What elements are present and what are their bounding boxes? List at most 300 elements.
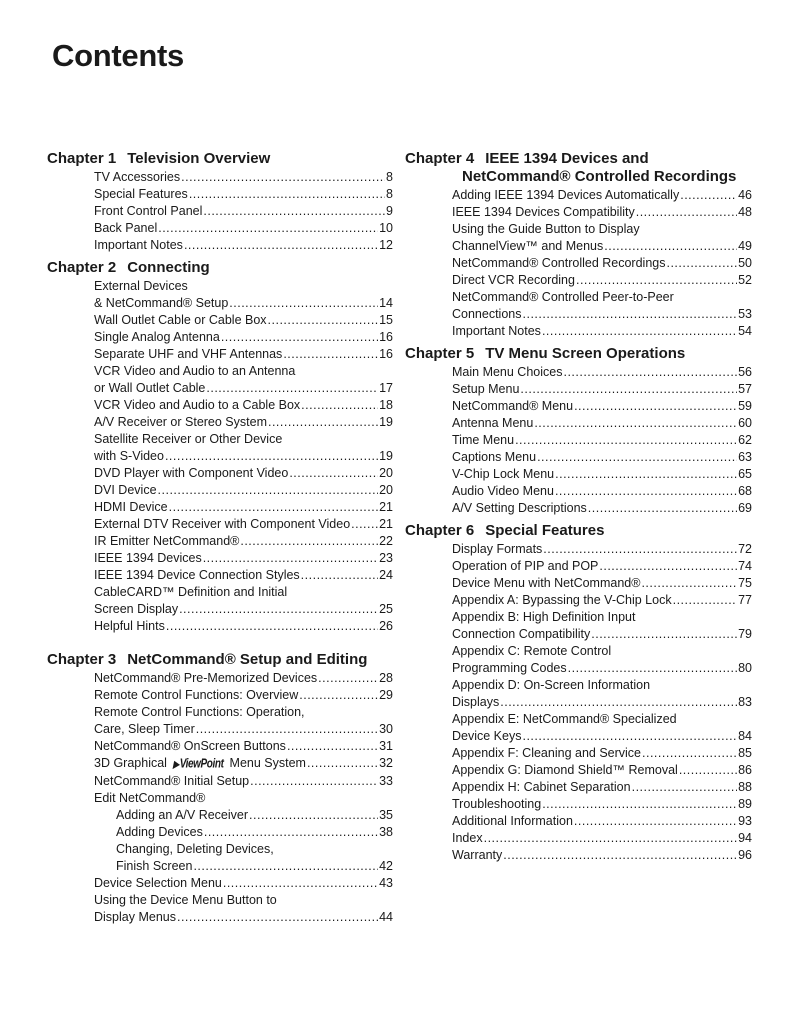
- toc-entry-line: [116, 858, 393, 875]
- toc-entry[interactable]: [452, 289, 752, 323]
- toc-entry-text: Separate UHF and VHF Antennas: [94, 347, 283, 361]
- toc-entry-line: [94, 704, 393, 721]
- chapter-heading: [47, 150, 393, 168]
- toc-entry[interactable]: [452, 558, 752, 575]
- dot-leader: [283, 346, 378, 363]
- page-number: 69: [738, 501, 752, 515]
- toc-entry-text: Appendix A: Bypassing the V-Chip Lock: [452, 593, 672, 607]
- toc-entry-text: Remote Control Functions: Operation,: [94, 705, 305, 719]
- toc-entry[interactable]: [452, 221, 752, 255]
- dot-leader: [543, 541, 737, 558]
- dot-leader: [221, 329, 378, 346]
- toc-entry-line: [94, 380, 393, 397]
- toc-entry-text: Adding an A/V Receiver: [116, 808, 249, 822]
- chapter-title: NetCommand® Setup and Editing: [127, 651, 368, 668]
- dot-leader: [204, 824, 378, 841]
- toc-entry[interactable]: [452, 415, 752, 432]
- toc-entry[interactable]: [452, 364, 752, 381]
- toc-entry-list: [47, 169, 393, 254]
- toc-entry[interactable]: [452, 432, 752, 449]
- toc-entry[interactable]: [452, 500, 752, 517]
- toc-entry[interactable]: [94, 414, 393, 431]
- toc-entry-text: TV Accessories: [94, 170, 181, 184]
- toc-entry-line: [452, 711, 752, 728]
- toc-entry-line: [94, 550, 393, 567]
- page-number: 44: [379, 910, 393, 924]
- toc-entry[interactable]: [94, 670, 393, 687]
- toc-entry[interactable]: [94, 704, 393, 738]
- toc-entry-text: Using the Guide Button to Display: [452, 222, 640, 236]
- page-number: 56: [738, 365, 752, 379]
- toc-entry-text: Finish Screen: [116, 859, 193, 873]
- chapter-4: [405, 150, 752, 340]
- toc-entry-text: with S-Video: [94, 449, 164, 463]
- toc-entry[interactable]: [452, 323, 752, 340]
- dot-leader: [563, 364, 737, 381]
- dot-leader: [206, 380, 378, 397]
- toc-entry[interactable]: [452, 449, 752, 466]
- dot-leader: [666, 255, 737, 272]
- page-number: 19: [379, 415, 393, 429]
- toc-entry-text: A/V Receiver or Stereo System: [94, 415, 267, 429]
- dot-leader: [500, 694, 737, 711]
- toc-entry-text: Helpful Hints: [94, 619, 165, 633]
- toc-entry[interactable]: [94, 186, 393, 203]
- toc-entry[interactable]: [94, 278, 393, 312]
- dot-leader: [229, 295, 378, 312]
- dot-leader: [588, 500, 737, 517]
- toc-entry[interactable]: [94, 550, 393, 567]
- page-number: 32: [379, 756, 393, 770]
- toc-entry-text: VCR Video and Audio to an Antenna: [94, 364, 296, 378]
- dot-leader: [599, 558, 737, 575]
- toc-entry-line: [452, 449, 752, 466]
- toc-entry[interactable]: [452, 677, 752, 711]
- dot-leader: [555, 483, 737, 500]
- toc-entry[interactable]: [452, 204, 752, 221]
- toc-entry-text: Warranty: [452, 848, 503, 862]
- page-number: 8: [386, 187, 393, 201]
- toc-entry[interactable]: [452, 255, 752, 272]
- toc-entry[interactable]: [94, 773, 393, 790]
- toc-entry-line: [452, 609, 752, 626]
- toc-entry-line: [94, 790, 393, 807]
- dot-leader: [166, 618, 378, 635]
- toc-entry[interactable]: [94, 397, 393, 414]
- dot-leader: [523, 306, 738, 323]
- toc-entry[interactable]: [452, 398, 752, 415]
- page-number: 85: [738, 746, 752, 760]
- chapter-number: Chapter 5: [405, 345, 475, 362]
- page-title: Contents: [52, 38, 184, 73]
- toc-entry-line: [94, 329, 393, 346]
- toc-entry-line: [94, 186, 393, 203]
- page-number: 30: [379, 722, 393, 736]
- dot-leader: [636, 204, 737, 221]
- toc-entry[interactable]: [452, 847, 752, 864]
- toc-entry[interactable]: [94, 499, 393, 516]
- dot-leader: [289, 465, 378, 482]
- toc-entry-line: [94, 773, 393, 790]
- toc-entry[interactable]: [452, 187, 752, 204]
- toc-entry-text: Special Features: [94, 187, 188, 201]
- page-number: 84: [738, 729, 752, 743]
- page-number: 26: [379, 619, 393, 633]
- dot-leader: [555, 466, 737, 483]
- toc-entry-line: [94, 533, 393, 550]
- toc-entry-text: Operation of PIP and POP: [452, 559, 599, 573]
- toc-entry[interactable]: [452, 830, 752, 847]
- page-number: 33: [379, 774, 393, 788]
- toc-entry[interactable]: [94, 329, 393, 346]
- toc-entry-line: [94, 220, 393, 237]
- toc-entry-line: [452, 694, 752, 711]
- toc-entry-text: IEEE 1394 Devices: [94, 551, 202, 565]
- toc-entry-line: [94, 567, 393, 584]
- toc-entry-text: Wall Outlet Cable or Cable Box: [94, 313, 267, 327]
- page-number: 68: [738, 484, 752, 498]
- toc-entry[interactable]: [94, 431, 393, 465]
- toc-entry-line: [94, 499, 393, 516]
- toc-entry[interactable]: [94, 875, 393, 892]
- toc-entry[interactable]: [452, 609, 752, 643]
- page-number: 17: [379, 381, 393, 395]
- page-number: 25: [379, 602, 393, 616]
- toc-entry[interactable]: [94, 755, 393, 773]
- toc-entry-line: [94, 601, 393, 618]
- toc-entry-text: Appendix D: On-Screen Information: [452, 678, 651, 692]
- toc-column-right: [405, 150, 752, 869]
- toc-entry[interactable]: [94, 203, 393, 220]
- toc-entry-text: Setup Menu: [452, 382, 520, 396]
- toc-entry[interactable]: [452, 381, 752, 398]
- toc-entry-list: [47, 278, 393, 635]
- page-number: 9: [386, 204, 393, 218]
- toc-entry-list: [405, 364, 752, 517]
- viewpoint-logo: [173, 754, 224, 775]
- toc-entry[interactable]: [94, 738, 393, 755]
- dot-leader: [250, 773, 378, 790]
- page-number: 12: [379, 238, 393, 252]
- page-number: 35: [379, 808, 393, 822]
- chapter-heading: [405, 150, 752, 186]
- toc-entry[interactable]: [94, 892, 393, 926]
- page-number: 57: [738, 382, 752, 396]
- dot-leader: [534, 415, 737, 432]
- toc-entry-text: Device Keys: [452, 729, 522, 743]
- dot-leader: [240, 533, 378, 550]
- toc-entry[interactable]: [452, 796, 752, 813]
- toc-entry[interactable]: [452, 779, 752, 796]
- dot-leader: [196, 721, 378, 738]
- toc-entry[interactable]: [94, 312, 393, 329]
- toc-entry-text: NetCommand® Menu: [452, 399, 574, 413]
- chapter-title: IEEE 1394 Devices and: [485, 150, 649, 167]
- toc-entry-line: [452, 728, 752, 745]
- toc-entry-text: External DTV Receiver with Component Video: [94, 517, 351, 531]
- chapter-heading: [47, 259, 393, 277]
- toc-entry-text: NetCommand® OnScreen Buttons: [94, 739, 286, 753]
- toc-entry-line: [94, 875, 393, 892]
- toc-entry[interactable]: [94, 790, 393, 807]
- toc-entry[interactable]: [452, 272, 752, 289]
- toc-entry[interactable]: [452, 575, 752, 592]
- toc-entry-line: [452, 745, 752, 762]
- toc-entry-line: [452, 626, 752, 643]
- page-number: 88: [738, 780, 752, 794]
- toc-entry-list: [405, 187, 752, 340]
- toc-entry-text: ChannelView™ and Menus: [452, 239, 604, 253]
- toc-entry-text: Displays: [452, 695, 500, 709]
- dot-leader: [203, 203, 385, 220]
- toc-entry-text: NetCommand® Pre-Memorized Devices: [94, 671, 318, 685]
- toc-entry-text: Connections: [452, 307, 522, 321]
- chapter-number: Chapter 3: [47, 651, 117, 668]
- toc-entry[interactable]: [452, 762, 752, 779]
- toc-entry[interactable]: [452, 745, 752, 762]
- toc-entry-line: [94, 397, 393, 414]
- dot-leader: [679, 762, 737, 779]
- toc-entry-line: [452, 432, 752, 449]
- toc-entry[interactable]: [452, 711, 752, 745]
- dot-leader: [537, 449, 737, 466]
- toc-entry-line: [94, 755, 393, 773]
- page-number: 24: [379, 568, 393, 582]
- chapter-number: Chapter 1: [47, 150, 117, 167]
- page-number: 15: [379, 313, 393, 327]
- dot-leader: [591, 626, 737, 643]
- page-number: 74: [738, 559, 752, 573]
- toc-entry-text: DVI Device: [94, 483, 157, 497]
- page-number: 63: [738, 450, 752, 464]
- dot-leader: [158, 482, 379, 499]
- toc-entry-text: or Wall Outlet Cable: [94, 381, 206, 395]
- toc-entry-text: Additional Information: [452, 814, 573, 828]
- toc-subentry[interactable]: [94, 807, 393, 824]
- toc-entry[interactable]: [94, 618, 393, 635]
- toc-entry[interactable]: [94, 220, 393, 237]
- dot-leader: [542, 323, 737, 340]
- page-number: 83: [738, 695, 752, 709]
- toc-entry-list: [405, 541, 752, 864]
- toc-entry[interactable]: [452, 592, 752, 609]
- toc-entry[interactable]: [452, 541, 752, 558]
- page-number: 89: [738, 797, 752, 811]
- dot-leader: [641, 575, 737, 592]
- toc-entry[interactable]: [452, 813, 752, 830]
- toc-entry[interactable]: [94, 169, 393, 186]
- page-number: 16: [379, 330, 393, 344]
- toc-entry-text: Satellite Receiver or Other Device: [94, 432, 283, 446]
- toc-entry[interactable]: [94, 687, 393, 704]
- toc-entry[interactable]: [94, 346, 393, 363]
- toc-entry-line: [94, 670, 393, 687]
- page-number: 46: [738, 188, 752, 202]
- chapter-number: Chapter 6: [405, 522, 475, 539]
- page-number: 8: [386, 170, 393, 184]
- page-number: 49: [738, 239, 752, 253]
- dot-leader: [203, 550, 378, 567]
- dot-leader: [301, 567, 378, 584]
- toc-entry-line: [94, 516, 393, 533]
- toc-entry-line: [116, 807, 393, 824]
- toc-entry-line: [452, 541, 752, 558]
- chapter-title: TV Menu Screen Operations: [485, 345, 686, 362]
- toc-entry[interactable]: [94, 533, 393, 550]
- toc-subentry[interactable]: [94, 841, 393, 875]
- toc-entry-text: Important Notes: [452, 324, 541, 338]
- toc-entry-line: [452, 558, 752, 575]
- dot-leader: [179, 601, 378, 618]
- page-number: 38: [379, 825, 393, 839]
- toc-entry-text: Remote Control Functions: Overview: [94, 688, 299, 702]
- toc-entry-text: Care, Sleep Timer: [94, 722, 195, 736]
- toc-entry-text: Changing, Deleting Devices,: [116, 842, 274, 856]
- chapter-number: Chapter 2: [47, 259, 117, 276]
- toc-entry-text: V-Chip Lock Menu: [452, 467, 555, 481]
- dot-leader: [351, 516, 378, 533]
- page-number: 19: [379, 449, 393, 463]
- toc-entry-line: [94, 482, 393, 499]
- chapter-heading: [405, 522, 752, 540]
- toc-entry[interactable]: [94, 237, 393, 254]
- chapter-heading: [405, 345, 752, 363]
- toc-entry-text: Device Selection Menu: [94, 876, 222, 890]
- chapter-title-continued: NetCommand® Controlled Recordings: [462, 168, 737, 185]
- toc-entry[interactable]: [452, 643, 752, 677]
- play-triangle-icon: ▶: [172, 758, 179, 771]
- toc-entry-line: [452, 381, 752, 398]
- toc-entry-line: [94, 618, 393, 635]
- page-number: 20: [379, 483, 393, 497]
- page-number: 86: [738, 763, 752, 777]
- page-number: 52: [738, 273, 752, 287]
- toc-entry-line: [452, 830, 752, 847]
- dot-leader: [249, 807, 378, 824]
- dot-leader: [318, 670, 378, 687]
- dot-leader: [181, 169, 385, 186]
- toc-entry[interactable]: [94, 584, 393, 618]
- dot-leader: [568, 660, 737, 677]
- toc-entry-line: [452, 796, 752, 813]
- toc-entry-text: 3D Graphical: [94, 756, 167, 770]
- page-number: 22: [379, 534, 393, 548]
- toc-entry-text: NetCommand® Controlled Peer-to-Peer: [452, 290, 674, 304]
- dot-leader: [177, 909, 378, 926]
- toc-entry-text: Using the Device Menu Button to: [94, 893, 277, 907]
- page-number: 53: [738, 307, 752, 321]
- toc-entry-text: Antenna Menu: [452, 416, 534, 430]
- toc-entry-text: Important Notes: [94, 238, 183, 252]
- toc-entry-text: Appendix G: Diamond Shield™ Removal: [452, 763, 678, 777]
- dot-leader: [184, 237, 378, 254]
- page-number: 96: [738, 848, 752, 862]
- toc-entry[interactable]: [94, 567, 393, 584]
- toc-entry-line: [94, 584, 393, 601]
- chapter-title: Special Features: [485, 522, 605, 539]
- dot-leader: [522, 728, 737, 745]
- toc-entry-text: Screen Display: [94, 602, 179, 616]
- dot-leader: [287, 738, 378, 755]
- dot-leader: [268, 312, 379, 329]
- toc-column-left: [47, 150, 393, 931]
- dot-leader: [542, 796, 737, 813]
- toc-entry-line: [452, 289, 752, 306]
- page-number: 48: [738, 205, 752, 219]
- chapter-3: [47, 651, 393, 926]
- toc-entry-text: Direct VCR Recording: [452, 273, 575, 287]
- toc-entry-line: [94, 363, 393, 380]
- dot-leader: [268, 414, 378, 431]
- page-number: 23: [379, 551, 393, 565]
- toc-entry-text: Troubleshooting: [452, 797, 542, 811]
- toc-entry[interactable]: [94, 465, 393, 482]
- chapter-heading: [47, 651, 393, 669]
- toc-entry-line: [94, 203, 393, 220]
- toc-entry[interactable]: [94, 516, 393, 533]
- toc-entry[interactable]: [452, 466, 752, 483]
- toc-entry-text: Device Menu with NetCommand®: [452, 576, 641, 590]
- page-number: 29: [379, 688, 393, 702]
- chapter-6: [405, 522, 752, 864]
- toc-entry-text: Connection Compatibility: [452, 627, 591, 641]
- chapter-2: [47, 259, 393, 635]
- page-number: 28: [379, 671, 393, 685]
- toc-entry-text: & NetCommand® Setup: [94, 296, 229, 310]
- page-number: 43: [379, 876, 393, 890]
- page-number: 50: [738, 256, 752, 270]
- toc-entry[interactable]: [94, 482, 393, 499]
- dot-leader: [193, 858, 378, 875]
- page-number: 72: [738, 542, 752, 556]
- page-number: 20: [379, 466, 393, 480]
- toc-entry-text: IEEE 1394 Device Connection Styles: [94, 568, 300, 582]
- toc-entry[interactable]: [94, 363, 393, 397]
- toc-entry-line: [452, 677, 752, 694]
- toc-subentry[interactable]: [94, 824, 393, 841]
- toc-entry-line: [452, 415, 752, 432]
- toc-entry-line: [452, 323, 752, 340]
- toc-entry-line: [452, 398, 752, 415]
- dot-leader: [604, 238, 737, 255]
- toc-entry-line: [452, 660, 752, 677]
- dot-leader: [574, 813, 737, 830]
- toc-entry-line: [94, 448, 393, 465]
- toc-entry-text: Programming Codes: [452, 661, 567, 675]
- chapter-1: [47, 150, 393, 254]
- dot-leader: [484, 830, 738, 847]
- dot-leader: [301, 397, 378, 414]
- page-number: 79: [738, 627, 752, 641]
- page-number: 60: [738, 416, 752, 430]
- toc-entry-text: Time Menu: [452, 433, 515, 447]
- toc-entry-line: [94, 237, 393, 254]
- toc-entry-line: [94, 431, 393, 448]
- toc-entry-line: [94, 909, 393, 926]
- toc-entry-text-continued: Menu System: [229, 756, 306, 770]
- dot-leader: [642, 745, 737, 762]
- toc-entry-line: [452, 483, 752, 500]
- toc-entry-text: Edit NetCommand®: [94, 791, 206, 805]
- toc-entry-line: [94, 721, 393, 738]
- dot-leader: [515, 432, 737, 449]
- dot-leader: [165, 448, 378, 465]
- dot-leader: [158, 220, 378, 237]
- toc-entry[interactable]: [452, 483, 752, 500]
- page-number: 75: [738, 576, 752, 590]
- dot-leader: [169, 499, 378, 516]
- chapter-title: Television Overview: [127, 150, 271, 167]
